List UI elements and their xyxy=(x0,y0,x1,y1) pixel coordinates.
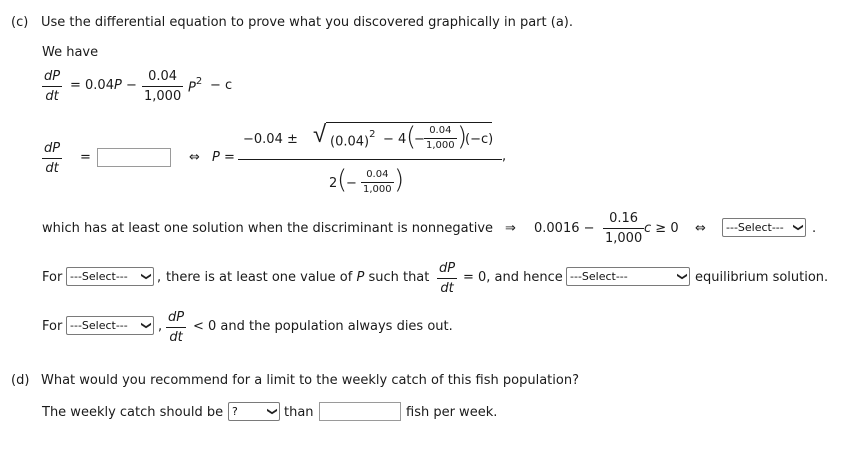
open-paren: ( xyxy=(406,122,417,152)
eq1-coefficient-fraction: $\frac{0.04}{1,000}$ xyxy=(144,69,182,104)
denom-fraction: $\frac{0.04}{1,000}$ xyxy=(363,169,392,195)
comma-2: , xyxy=(158,319,163,334)
eq1-lead: = 0.04P − xyxy=(70,78,137,93)
line4-text: there is at least one value of P such that xyxy=(166,270,430,285)
derivative-fraction: $\frac{dP}{dt}$ xyxy=(44,69,61,104)
derivative-fraction-3: $\frac{dP}{dt}$ xyxy=(439,261,456,296)
minus-four: − 4 xyxy=(383,132,407,147)
equilibrium-text: equilibrium solution. xyxy=(695,270,829,285)
c-condition-select-2[interactable]: ---Select--- ❯ xyxy=(66,316,154,335)
radical-icon: √ xyxy=(313,120,327,148)
close-paren: ) xyxy=(457,122,468,152)
for-label-2: For xyxy=(42,319,63,334)
part-d-label: (d) xyxy=(11,373,30,388)
denom-minus: − xyxy=(346,176,357,191)
eq1-p-squared: $P^2$ xyxy=(188,76,203,96)
comma-1: , xyxy=(157,270,162,285)
iff-arrow: ⇔ xyxy=(189,150,200,165)
denom-open-paren: ( xyxy=(337,165,348,195)
eq2-equals: = xyxy=(80,150,91,165)
comparison-select[interactable]: ? ❯ xyxy=(228,402,280,421)
radicand-squared: $(0.04)^2$ xyxy=(330,129,376,150)
weekly-catch-text: The weekly catch should be xyxy=(42,405,224,420)
discriminant-tail: c ≥ 0 xyxy=(644,221,679,236)
denom-two: 2 xyxy=(329,176,338,191)
chevron-down-icon: ❯ xyxy=(140,321,152,330)
quadratic-fraction-bar xyxy=(238,159,502,160)
chevron-down-icon: ❯ xyxy=(266,407,278,416)
part-c-prompt: Use the differential equation to prove what you discovered graphically in part (a). xyxy=(41,15,573,30)
for-label-1: For xyxy=(42,270,63,285)
fish-per-week-text: fish per week. xyxy=(406,405,498,420)
we-have-text: We have xyxy=(42,45,99,60)
implies-arrow: ⇒ xyxy=(505,221,516,236)
weekly-catch-input[interactable] xyxy=(319,402,401,421)
part-d-prompt: What would you recommend for a limit to the weekly catch of this fish population? xyxy=(41,373,579,388)
discriminant-fraction: $\frac{0.16}{1,000}$ xyxy=(605,211,643,246)
discriminant-select[interactable]: ---Select--- ❯ xyxy=(722,218,806,237)
eq1-minus-c: − c xyxy=(210,78,233,93)
c-condition-select-1[interactable]: ---Select--- ❯ xyxy=(66,267,154,286)
chevron-down-icon: ❯ xyxy=(140,272,152,281)
inner-fraction: $\frac{0.04}{1,000}$ xyxy=(426,125,455,151)
quadratic-numer-lead: −0.04 ± xyxy=(243,132,298,147)
neg-c: (−c) xyxy=(465,132,494,147)
derivative-fraction-4: $\frac{dP}{dt}$ xyxy=(168,310,185,345)
derivative-expression-input[interactable] xyxy=(97,148,171,167)
period: . xyxy=(812,221,817,236)
equilibrium-select[interactable]: ---Select--- ❯ xyxy=(566,267,690,286)
derivative-fraction-2: $\frac{dP}{dt}$ xyxy=(44,141,61,176)
inner-minus: − xyxy=(414,132,425,147)
chevron-down-icon: ❯ xyxy=(676,272,688,281)
iff-arrow-2: ⇔ xyxy=(695,221,706,236)
eq-zero-text: = 0, and hence xyxy=(463,270,563,285)
discriminant-text: which has at least one solution when the discriminant is nonnegative xyxy=(42,221,494,236)
denom-close-paren: ) xyxy=(394,165,405,195)
part-c-label: (c) xyxy=(11,15,29,30)
discriminant-lead: 0.0016 − xyxy=(534,221,595,236)
chevron-down-icon: ❯ xyxy=(792,223,804,232)
trailing-comma: , xyxy=(502,149,507,164)
than-text: than xyxy=(284,405,314,420)
p-equals: P = xyxy=(212,150,235,165)
dies-out-text: < 0 and the population always dies out. xyxy=(193,319,453,334)
